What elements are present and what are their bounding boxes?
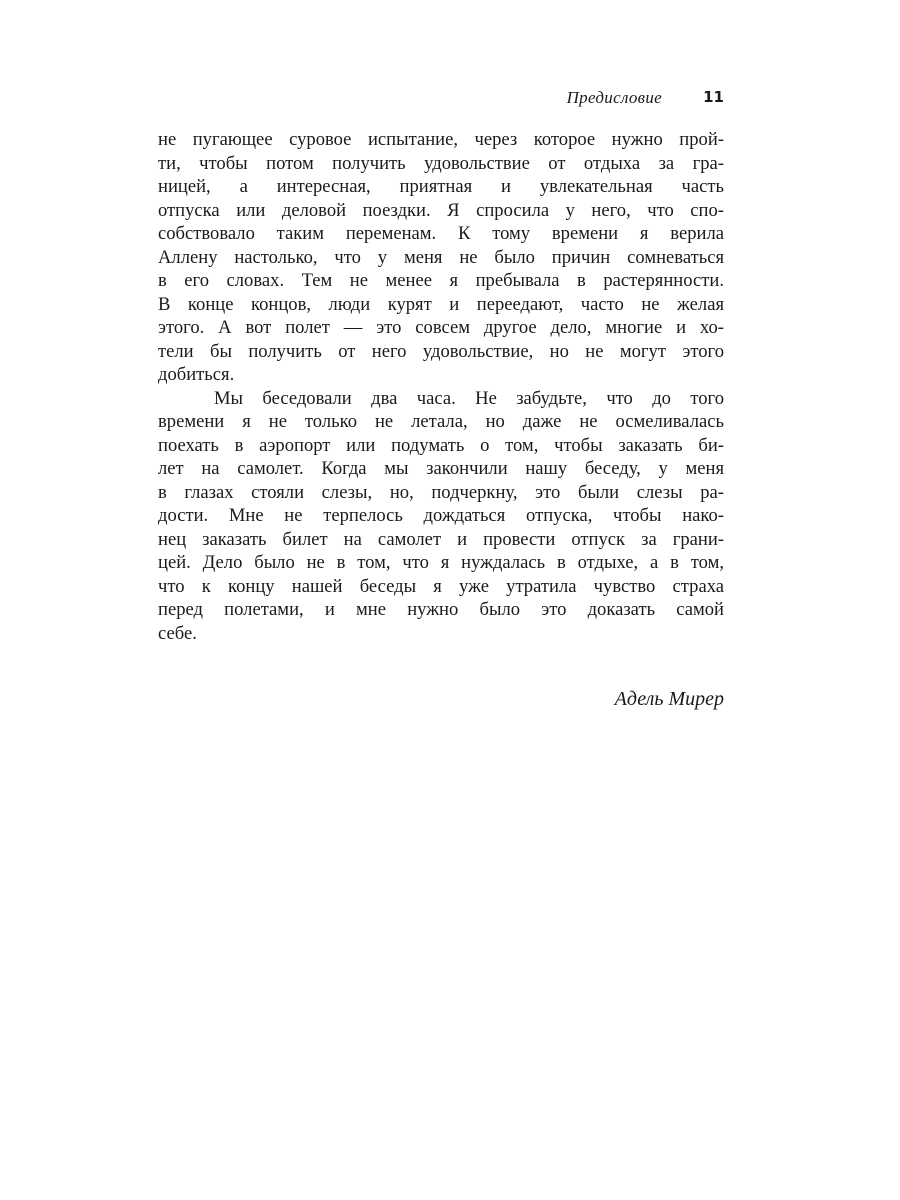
text-line: в глазах стояли слезы, но, подчеркну, это были слезы ра- bbox=[158, 481, 724, 503]
text-line: дости. Мне не терпелось дождаться отпуска, чтобы нако- bbox=[158, 505, 724, 526]
text-line: отпуска или деловой поездки. Я спросила у него, что спо- bbox=[158, 199, 724, 221]
text-line: Аллену настолько, что у меня не было причин сомневаться bbox=[158, 246, 724, 268]
text-line: поехать в аэропорт или подумать о том, чтобы заказать би- bbox=[158, 434, 724, 456]
author-signature: Адель Мирер bbox=[614, 688, 724, 710]
text-line: перед полетами, и мне нужно было это доказать самой bbox=[158, 599, 724, 620]
text-line: добиться. bbox=[158, 364, 235, 385]
text-line: собствовало таким переменам. К тому времени я верила bbox=[158, 223, 724, 244]
text-line: лет на самолет. Когда мы закончили нашу беседу, у меня bbox=[158, 458, 724, 479]
page-number: 11 bbox=[703, 88, 724, 106]
text-line: не пугающее суровое испытание, через которое нужно прой- bbox=[158, 129, 724, 150]
text-line: ти, чтобы потом получить удовольствие от отдыха за гра- bbox=[158, 152, 724, 174]
paragraph bbox=[158, 128, 724, 387]
text-line: в его словах. Тем не менее я пребывала в растерянности. bbox=[158, 270, 724, 291]
text-line: себе. bbox=[158, 622, 197, 644]
text-line: В конце концов, люди курят и переедают, часто не желая bbox=[158, 293, 724, 315]
text-line: что к концу нашей беседы я уже утратила чувство страха bbox=[158, 575, 724, 597]
running-head bbox=[158, 88, 724, 112]
text-line: тели бы получить от него удовольствие, но не могут этого bbox=[158, 340, 724, 362]
text-line: этого. А вот полет — это совсем другое дело, многие и хо- bbox=[158, 317, 724, 338]
text-line: Мы беседовали два часа. Не забудьте, что до того bbox=[214, 387, 724, 409]
text-line: цей. Дело было не в том, что я нуждалась в отдыхе, а в том, bbox=[158, 552, 724, 573]
paragraph bbox=[158, 387, 724, 646]
body-text bbox=[158, 128, 724, 645]
text-line: ницей, а интересная, приятная и увлекательная часть bbox=[158, 176, 724, 197]
text-line: нец заказать билет на самолет и провести отпуск за грани- bbox=[158, 528, 724, 550]
running-title: Предисловие bbox=[566, 88, 662, 107]
text-line: времени я не только не летала, но даже не осмеливалась bbox=[158, 411, 724, 432]
